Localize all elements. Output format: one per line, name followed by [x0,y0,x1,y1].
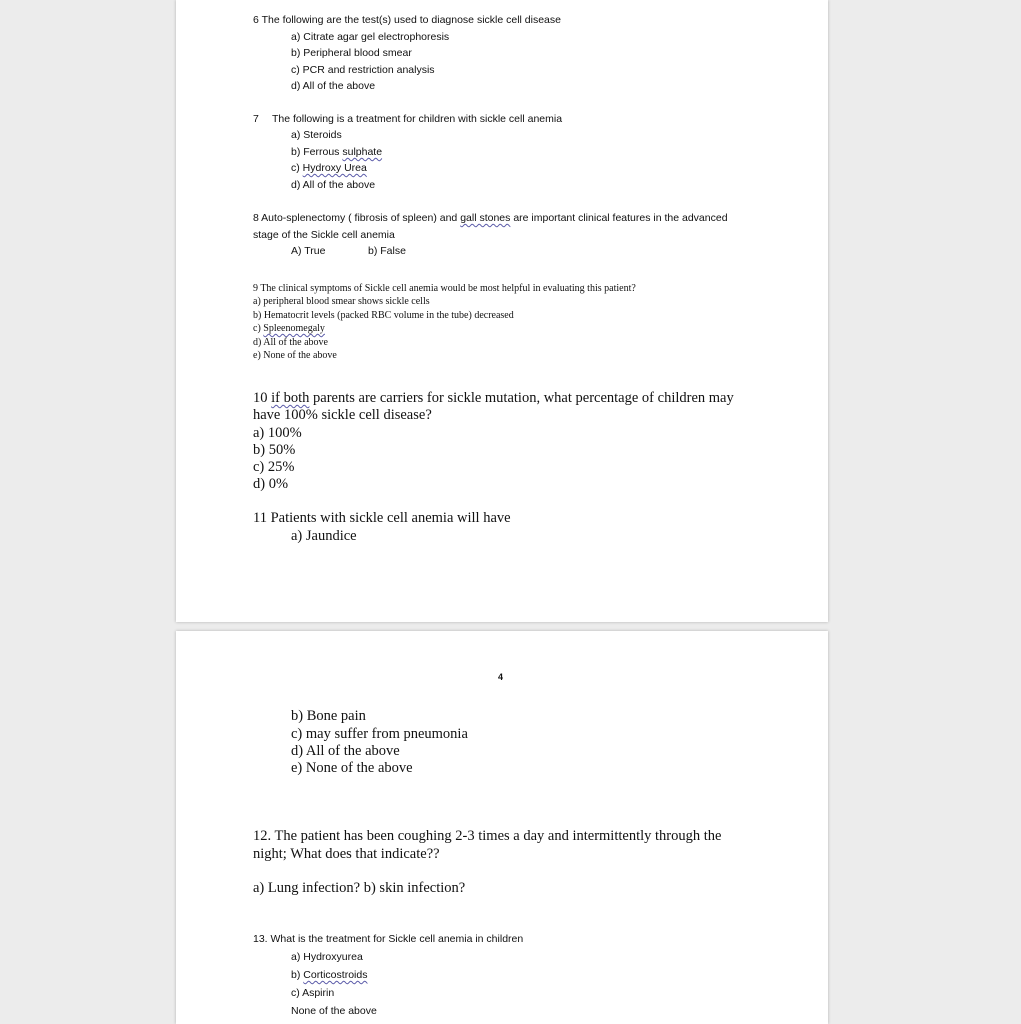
q11-option-e: e) None of the above [291,760,413,776]
q8-option-a: A) True [291,245,326,257]
q9-option-d: d) All of the above [253,337,328,348]
q6-option-b: b) Peripheral blood smear [291,47,412,59]
question-6: 6 The following are the test(s) used to diagnose sickle cell disease [253,14,561,26]
q11-option-d: d) All of the above [291,743,400,759]
q7-option-b-prefix: b) Ferrous [291,146,343,158]
question-9: 9 The clinical symptoms of Sickle cell anemia would be most helpful in evaluating this patient? [253,283,636,294]
q10-option-a: a) 100% [253,425,302,441]
q8-line1-prefix: 8 Auto-splenectomy ( fibrosis of spleen) and [253,212,461,224]
q11-option-b: b) Bone pain [291,708,366,724]
question-8-line-2: stage of the Sickle cell anemia [253,229,395,241]
q8-line1-word: gall stones [460,212,511,224]
q10-option-b: b) 50% [253,442,296,458]
q11-option-a: a) Jaundice [291,528,357,544]
question-10-line-2: have 100% sickle cell disease? [253,407,432,423]
question-10-line-1 [253,390,734,407]
q7-option-b-word: sulphate [342,146,383,158]
q7-option-c [291,162,367,174]
q7-option-c-prefix: c) [291,162,303,174]
q6-option-d: d) All of the above [291,80,376,92]
q7-option-a: a) Steroids [291,129,342,141]
q6-option-c: c) PCR and restriction analysis [291,64,435,76]
q10-option-d: d) 0% [253,476,289,492]
q12-options: a) Lung infection? b) skin infection? [253,880,466,896]
q7-option-d: d) All of the above [291,179,376,191]
q13-option-b-prefix: b) [291,969,304,981]
document-page-2 [176,631,828,1024]
q11-option-c: c) may suffer from pneumonia [291,726,468,742]
q13-option-a: a) Hydroxyurea [291,951,363,963]
question-7-number: 7 [253,113,259,125]
question-8-line-1 [253,212,728,224]
q8-line1-suffix: are important clinical features in the advanced [510,212,728,224]
question-11: 11 Patients with sickle cell anemia will have [253,510,511,526]
q10-line1-word: if both [271,390,310,406]
q10-option-c: c) 25% [253,459,295,475]
q9-option-c-word: Spleenomegaly [263,323,325,334]
question-12-line-2: night; What does that indicate?? [253,846,440,862]
document-page-1 [176,0,828,622]
q13-option-d: None of the above [291,1005,377,1017]
q13-option-c: c) Aspirin [291,987,335,999]
q9-option-e: e) None of the above [253,350,337,361]
question-13: 13. What is the treatment for Sickle cell anemia in children [253,933,524,945]
q8-option-b: b) False [368,245,406,257]
q7-option-c-word: Hydroxy Urea [302,162,367,174]
q9-option-c [253,323,325,334]
q9-option-b: b) Hematocrit levels (packed RBC volume in the tube) decreased [253,310,514,321]
q6-option-a: a) Citrate agar gel electrophoresis [291,31,450,43]
q13-option-b [291,969,367,981]
q10-line1-prefix: 10 [253,390,272,406]
page-number: 4 [498,672,504,682]
q9-option-c-prefix: c) [253,323,264,334]
q9-option-a: a) peripheral blood smear shows sickle cells [253,296,430,307]
q10-line1-suffix: parents are carriers for sickle mutation, what percentage of children may [309,390,734,406]
question-12-line-1: 12. The patient has been coughing 2-3 times a day and intermittently through the [253,828,722,844]
question-7: The following is a treatment for children with sickle cell anemia [272,113,563,125]
q7-option-b [291,146,382,158]
q13-option-b-word: Corticostroids [303,969,368,981]
